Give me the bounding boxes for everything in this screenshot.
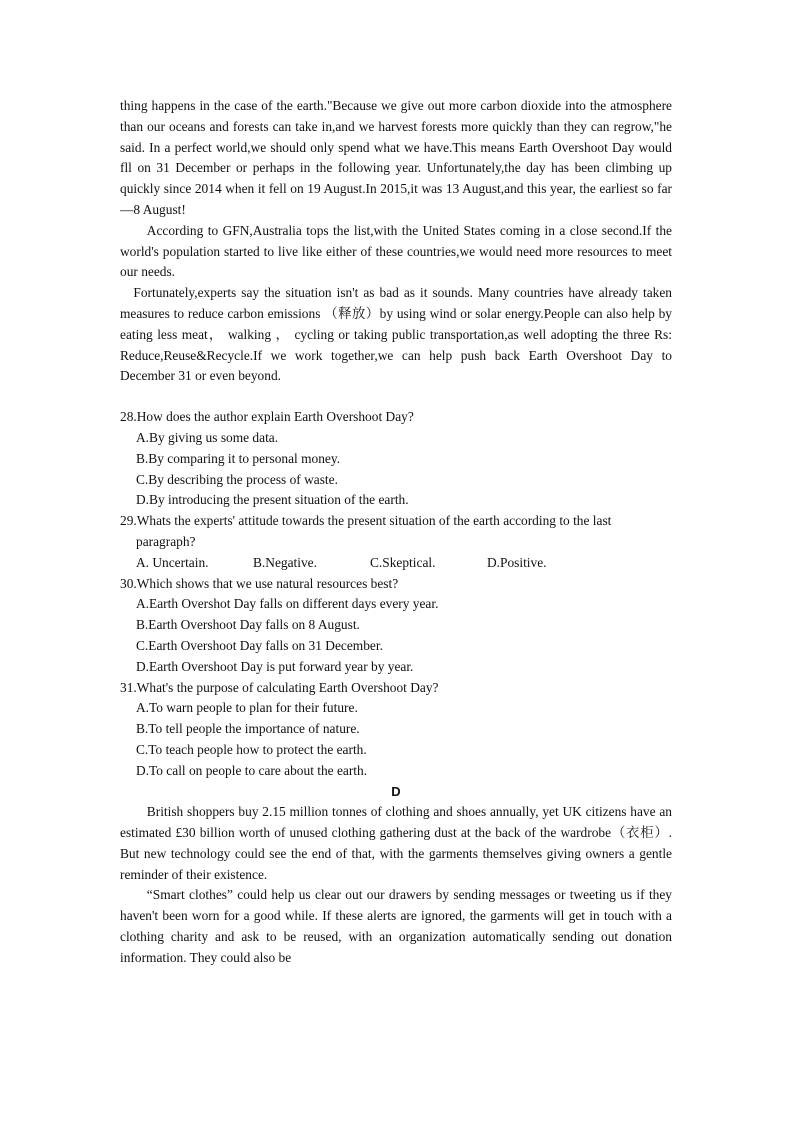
option-d: D.Positive. — [487, 554, 547, 570]
options-row — [120, 553, 672, 574]
question-30 — [120, 574, 672, 678]
option-b: B.Earth Overshoot Day falls on 8 August. — [136, 617, 360, 633]
spacer — [120, 387, 672, 407]
question-stem: 28.How does the author explain Earth Overshoot Day? — [120, 409, 414, 425]
passage-c-paragraph-2: According to GFN,Australia tops the list,with the United States coming in a close second.If the world's population started to live like either of these countries,we would need more resources to meet our needs. — [120, 222, 672, 280]
question-stem: 30.Which shows that we use natural resources best? — [120, 575, 399, 591]
option-a: A. Uncertain. — [136, 554, 209, 570]
question-31 — [120, 678, 672, 782]
question-29 — [120, 511, 672, 573]
option-d: D.By introducing the present situation of the earth. — [136, 492, 409, 508]
option-b: B.By comparing it to personal money. — [136, 450, 341, 466]
question-28 — [120, 407, 672, 511]
option-a: A.By giving us some data. — [136, 429, 279, 445]
question-stem: 31.What's the purpose of calculating Earth Overshoot Day? — [120, 679, 439, 695]
passage-d-paragraph-1: British shoppers buy 2.15 million tonnes of clothing and shoes annually, yet UK citizens have an estimated £30 billion worth of unused clothing gathering dust at the back of the wardrobe（衣柜）. But new technology could see the end of that, with the garments themselves giving owners a gentle reminder of their existence. — [120, 804, 672, 882]
option-c: C.Earth Overshoot Day falls on 31 December. — [136, 637, 383, 653]
passage-d-paragraph-2: “Smart clothes” could help us clear out our drawers by sending messages or tweeting us if they haven't been worn for a good while. If these alerts are ignored, the garments will get in touch with a clothing charity and ask to be reused, with an organization automatically sending out donation information. They could also be — [120, 887, 672, 965]
passage-c-paragraph-1: thing happens in the case of the earth."Because we give out more carbon dioxide into the atmosphere than our oceans and forests can take in,and we harvest forests more quickly than they can regrow,"he said. In a perfect world,we should only spend what we have.This means Earth Overshoot Day would fll on 31 December or perhaps in the following year. Unfortunately,the day has been climbing up quickly since 2014 when it fell on 19 August.In 2015,it was 13 August,and this year, the earliest so far—8 August! — [120, 98, 672, 217]
option-b: B.Negative. — [253, 554, 317, 570]
option-a: A.To warn people to plan for their future. — [136, 700, 358, 716]
option-b: B.To tell people the importance of nature. — [136, 721, 360, 737]
option-a: A.Earth Overshot Day falls on different days every year. — [136, 596, 439, 612]
option-c: C.Skeptical. — [370, 554, 436, 570]
option-d: D.To call on people to care about the earth. — [136, 762, 368, 778]
option-c: C.By describing the process of waste. — [136, 471, 338, 487]
option-c: C.To teach people how to protect the earth. — [136, 741, 367, 757]
document-page — [120, 96, 672, 969]
passage-c-paragraph-3: Fortunately,experts say the situation isn't as bad as it sounds. Many countries have already taken measures to reduce carbon emissions （释放）by using wind or solar energy.People can also help by eating less meat， walking ， cycling or taking public transportation,as well adopting the three Rs: Reduce,Reuse&Recycle.If we work together,we can help push back Earth Overshoot Day to December 31 or even beyond. — [120, 285, 672, 384]
option-d: D.Earth Overshoot Day is put forward year by year. — [136, 658, 414, 674]
question-stem: 29.Whats the experts' attitude towards the present situation of the earth according to the last paragraph? — [120, 513, 612, 549]
section-title-d: D — [391, 783, 401, 799]
